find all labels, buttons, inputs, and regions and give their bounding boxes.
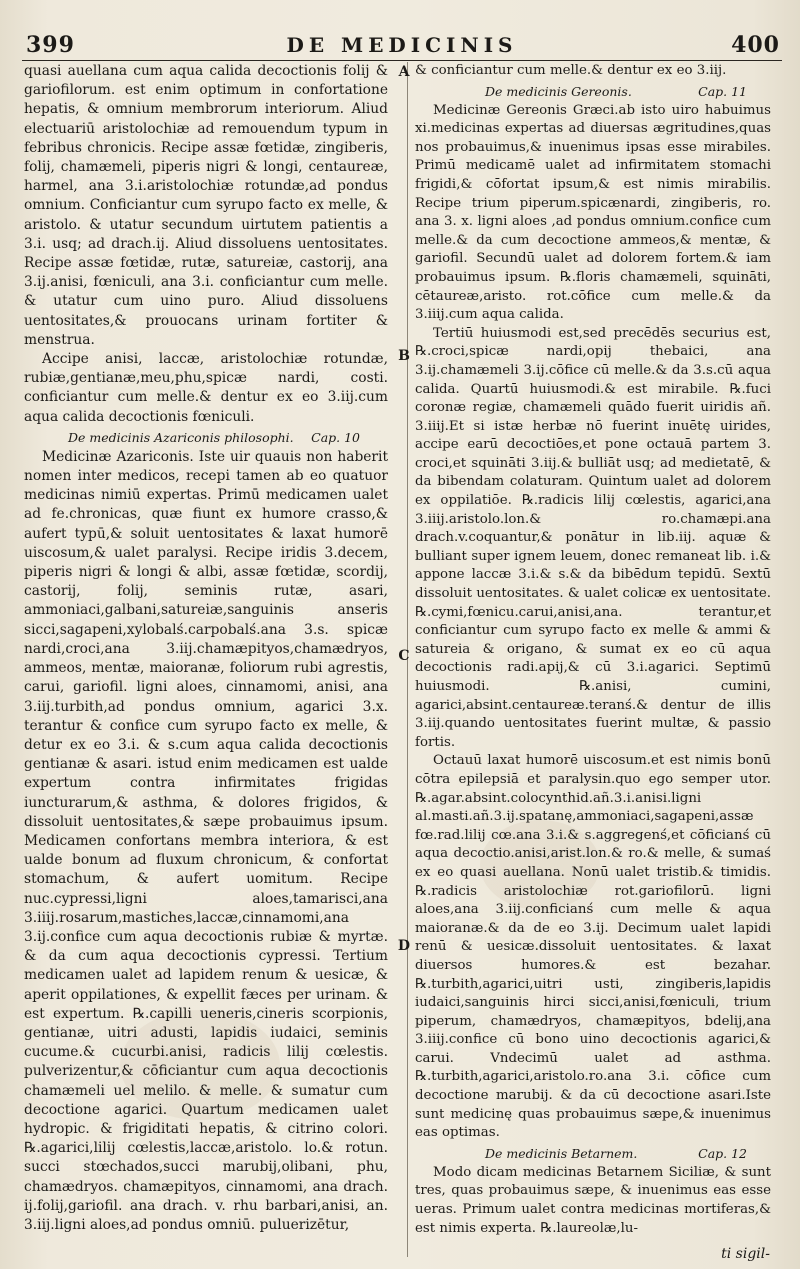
paragraph: Octauū laxat humorē uiscosum.et est nimis bonū cōtra epilepsiā et paralysin.quo ego semper utor. ℞.agar.absint.colocynthid.añ.3.i.anisi.ligni al.masti.añ.3.ij.spatanę,ammoniaci,sagapeni,assæ fœ.rad.lilij cœ.ana 3.i.& s.aggregenś,et cōficianś cū aqua decoctio.anisi,arist.lon.& ro.& melle, & sumaś ex eo quasi auellana. Nonū ualet tristib.& timidis. ℞.radicis aristolochiæ rot.gariofilorū. ligni aloes,ana 3.iij.conficianś cum melle & aqua maioranæ.& da de eo 3.ij. Decimum ualet lapidi renū & uesicæ.dissoluit uentositates. & laxat diuersos humores.& est bezahar. ℞.turbith,agarici,uitri usti, zingiberis,lapidis iudaici,sanguinis hirci sicci,anisi,fœniculi, trium piperum, chamædryos, chamæpityos, bdelij,ana 3.iiij.confice cū bono uino decoctionis agarici,& carui. Vndecimū ualet ad asthma. ℞.turbith,agarici,aristolo.ro.ana 3.i. cōfice cum decoctione marubij. & da cū decoctione asari.Iste sunt medicinę quas probauimus sæpe,& inuenimus eas optimas. — [415, 753, 771, 1141]
chapter-title: De medicinis Betarnem. — [485, 1145, 638, 1161]
left-page-number: 399 — [26, 32, 75, 58]
chapter-number: Cap. 11 — [698, 83, 747, 99]
paragraph: Medicinæ Gereonis Græci.ab isto uiro habuimus xi.medicinas expertas ad diuersas ægritudines,quas nos probauimus,& inuenimus ipsas esse mirabiles. Primū medicamē ualet ad infirmitatem stomachi frigidi,& cōfortat ipsum,& est nimis mirabilis. Recipe trium piperum.spicænardi, zingiberis, ro. ana 3. x. ligni aloes ,ad pondus omnium.confice cum melle.& da cum decoctione ammeos,& mentæ, & gariofil. Secundū ualet ad dolorem fortem.& iam probauimus ipsum. ℞.floris chamæmeli, squināti, cētaureæ,aristo. rot.cōfice cum melle.& da 3.iiij.cum aqua calida. — [415, 102, 771, 323]
chapter-heading — [415, 1143, 771, 1164]
paragraph: Medicinæ Azariconis. Iste uir quauis non haberit nomen inter medicos, recepi tamen ab eo quatuor medicinas nimiū expertas. Primū medicamen ualet ad fe.chronicas, quæ fiunt ex humore crasso,& aufert typū,& soluit uentositates & laxat humorē uiscosum,& ualet paralysi. Recipe iridis 3.decem, piperis nigri & longi & albi, assæ fœtidæ, scordij, castorij, folij, seminis rutæ, asari, ammoniaci,galbani,satureiæ,sanguinis anseris sicci,sagapeni,xylobalś.carpobalś.ana 3.s. spicæ nardi,croci,ana 3.iij.chamæpityos,chamædryos, ammeos, mentæ, maioranæ, foliorum rubi agrestis, carui, gariofil. ligni aloes, cinnamomi, anisi, ana 3.iij.turbith,ad pondus omnium, agarici 3.x. terantur & confice cum syrupo facto ex melle, & detur ex eo 3.i. & s.cum aqua calida decoctionis gentianæ & asari. istud enim medicamen est ualde expertum contra infirmitates frigidas iuncturarum,& asthma, & dolores frigidos, & dissoluit uentositates,& sæpe probauimus ipsum. Medicamen confortans membra interiora, & est ualde bonum ad fluxum chronicum, & confortat stomachum, & aufert uomitum. Recipe nuc.cypressi,ligni aloes,tamarisci,ana 3.iiij.rosarum,mastiches,laccæ,cinnamomi,ana 3.ij.confice cum aqua decoctionis rubiæ & myrtæ. & da cum aqua decoctionis cypressi. Tertium medicamen ualet ad lapidem renum & uesicæ, & aperit oppilationes, & expellit fæces per urinam. & est expertum. ℞.capilli ueneris,cineris scorpionis, gentianæ, uitri adusti, lapidis iudaici, seminis cucume.& cucurbi.anisi, radicis lilij cœlestis. pulverizentur,& cōficiantur cum aqua decoctionis chamæmeli uel melilo. & melle. & sumatur cum decoctione agarici. Quartum medicamen ualet hydropic. & frigiditati hepatis, & citrino colori. ℞.agarici,lilij cœlestis,laccæ,aristolo. lo.& rotun. succi stœchados,succi marubij,olibani, phu, chamædryos. chamæpityos, cinnamomi, ana drach. ij.folij,gariofil. ana drach. v. rhu barbari,anisi, an. 3.iij.ligni aloes,ad pondus omniū. puluerizētur, — [24, 448, 388, 1233]
chapter-number: Cap. 12 — [698, 1145, 747, 1161]
paragraph: quasi auellana cum aqua calida decoctionis folij & gariofilorum. est enim optimum in confortatione hepatis, & omnium membrorum interiorum. Aliud electuariū aristolochiæ ad remouendum typum in febribus chronicis. Recipe assæ fœtidæ, zingiberis, folij, chamæmeli, piperis nigri & longi, centaureæ, harmel, ana 3.i.aristolochiæ rotundæ,ad pondus omnium. Conficiantur cum syrupo facto ex melle, & aristolo. & utatur secundum uirtutem patientis a 3.i. usq; ad drach.ij. Aliud dissoluens uentositates. Recipe assæ fœtidæ, rutæ, satureiæ, castorij, ana 3.ij.anisi, fœniculi, ana 3.i. conficiantur cum melle. & utatur cum uino puro. Aliud dissoluens uentositates,& prouocans urinam fortiter & menstrua. — [24, 63, 388, 348]
chapter-heading — [415, 81, 771, 102]
left-text-column — [24, 62, 388, 1235]
chapter-title: De medicinis Gereonis. — [485, 83, 632, 99]
paragraph: & conficiantur cum melle.& dentur ex eo 3.iij. — [415, 63, 727, 78]
chapter-title: De medicinis Azariconis philosophi. — [68, 429, 294, 445]
right-text-column — [415, 62, 771, 1238]
right-page-number: 400 — [731, 32, 780, 58]
margin-letter-b: B — [398, 348, 410, 364]
catchword: ti sigil- — [721, 1246, 770, 1262]
margin-letter-a: A — [398, 64, 410, 80]
running-title: DE MEDICINIS — [286, 33, 518, 57]
paragraph: Tertiū huiusmodi est,sed precēdēs securius est, ℞.croci,spicæ nardi,opij thebaici, ana 3.ij.chamæmeli 3.ij.cōfice cū melle.& da 3.s.cū aqua calida. Quartū huiusmodi.& est mirabile. ℞.fuci coronæ regiæ, chamæmeli quādo fuerit uiridis añ. 3.iiij.Et si istæ herbæ nō fuerint inuētę uirides, accipe earū decoctiōes,et pone octauā partem 3. croci,et squināti 3.iij.& bulliāt usq; ad medietatē, & da bibendam colaturam. Quintum ualet ad dolorem ex oppilatiōe. ℞.radicis lilij cœlestis, agarici,ana 3.iiij.aristolo.lon.& ro.chamæpi.ana drach.v.coquantur,& ponātur in lib.iij. aquæ & bulliant super ignem leuem, donec remaneat lib. i.& appone laccæ 3.i.& s.& da bibēdum tepidū. Sextū dissoluit uentositates. & ualet colicæ ex uentositate. ℞.cymi,fœnicu.carui,anisi,ana. terantur,et conficiantur cum syrupo facto ex melle & ammi & satureia & origano, & sumat ex eo cū aqua decoctionis radi.apij,& cū 3.i.agarici. Septimū huiusmodi. ℞.anisi, cumini, agarici,absint.centaureæ.teranś.& dentur de illis 3.iij.quando uentositates fuerint multæ, & passio fortis. — [415, 325, 771, 750]
chapter-number: Cap. 10 — [311, 429, 360, 445]
page-header — [22, 30, 782, 61]
chapter-heading — [24, 427, 388, 448]
margin-letter-d: D — [397, 938, 411, 954]
paragraph: Modo dicam medicinas Betarnem Siciliæ, & sunt tres, quas probauimus sæpe, & inuenimus eas esse ueras. Primum ualet contra medicinas mortiferas,& est nimis experta. ℞.laureolæ,lu- — [415, 1164, 771, 1236]
margin-letter-c: C — [398, 648, 410, 664]
paragraph: Accipe anisi, laccæ, aristolochiæ rotundæ, rubiæ,gentianæ,meu,phu,spicæ nardi, costi. conficiantur cum melle.& dentur ex eo 3.iij.cum aqua calida decoctionis fœniculi. — [24, 351, 388, 425]
